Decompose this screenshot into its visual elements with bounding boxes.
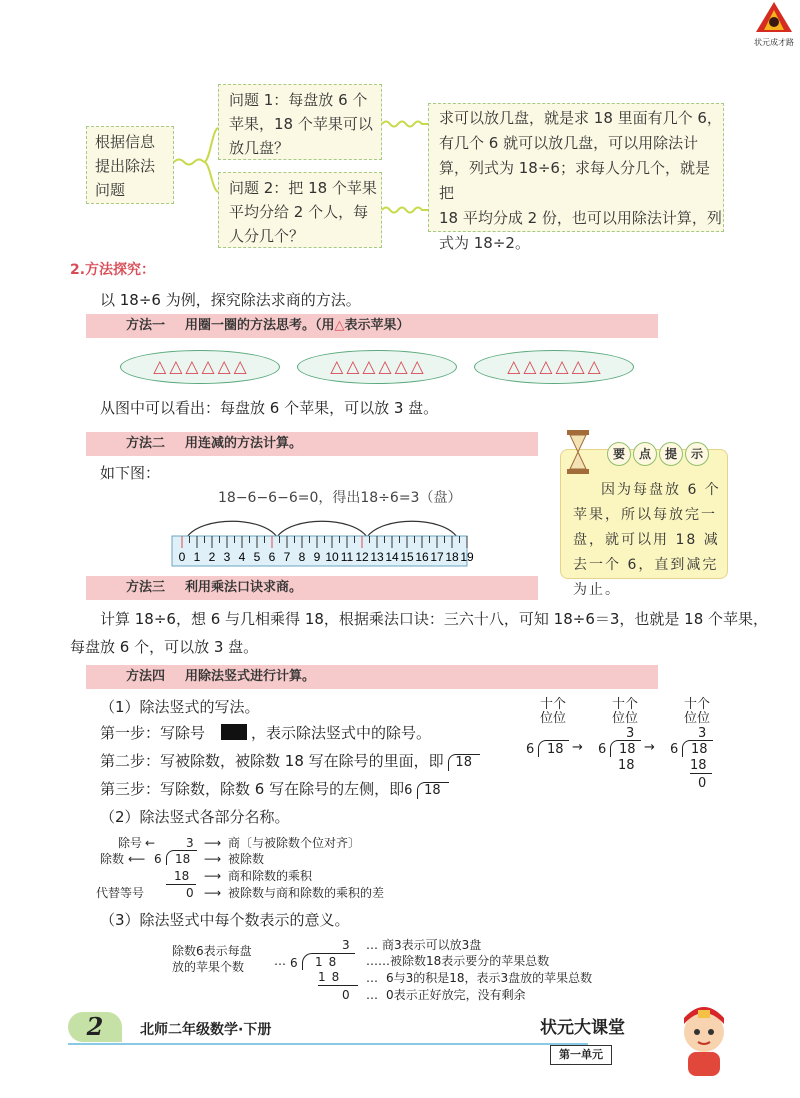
method-3-label: 方法三 bbox=[126, 580, 166, 595]
ruler-label: 6 bbox=[268, 550, 276, 564]
parts-divisor: 6 bbox=[154, 852, 162, 866]
connector-right bbox=[382, 112, 428, 222]
ruler-label: 19 bbox=[460, 550, 474, 564]
method-4-p2: （2）除法竖式各部分名称。 bbox=[100, 808, 290, 826]
step-3-bracket bbox=[417, 782, 449, 799]
jump-arc-1 bbox=[187, 521, 277, 537]
div-form-1-bracket bbox=[538, 740, 569, 757]
parts-dividend: 18 bbox=[175, 852, 191, 866]
apple-triangle-icon: △ bbox=[394, 357, 408, 377]
book-title: 北师二年级数学·下册 bbox=[140, 1022, 272, 1038]
method-1-bar bbox=[86, 314, 658, 338]
apple-triangle-icon: △ bbox=[378, 357, 392, 377]
flow-left-line-1: 根据信息 bbox=[95, 133, 156, 151]
ruler-label: 15 bbox=[400, 550, 414, 564]
unit-label: 第一单元 bbox=[559, 1048, 603, 1061]
ruler-labels bbox=[179, 550, 474, 564]
meaning-dots-left: … bbox=[274, 954, 286, 968]
apple-triangle-icon: △ bbox=[334, 318, 345, 333]
meaning-dividend: 18 bbox=[315, 955, 343, 969]
ruler-label: 8 bbox=[298, 550, 306, 564]
ruler-label: 0 bbox=[178, 550, 186, 564]
answer-line-3: 算，列式为 18÷6；求每人分几个，就是把 bbox=[439, 159, 710, 202]
method-1-text-before: 用圈一圈的方法思考。（用 bbox=[185, 318, 335, 333]
method-2-bar bbox=[86, 432, 538, 456]
apple-triangle-icon: △ bbox=[555, 357, 569, 377]
place-label-1-top: 十个 bbox=[540, 697, 567, 712]
meaning-r1: 商3表示可以放3盘 bbox=[382, 938, 482, 952]
arrow-right-2-icon: ⟶ bbox=[204, 852, 222, 866]
flow-left-line-3: 问题 bbox=[95, 181, 126, 199]
parts-product: 18 bbox=[174, 869, 190, 883]
div-form-3-product: 18 bbox=[690, 758, 712, 774]
meaning-dots-3: … bbox=[366, 971, 378, 985]
step-3-divisor: 6 bbox=[404, 783, 413, 798]
page-number: 2 bbox=[86, 1012, 104, 1041]
page-number-badge bbox=[68, 1012, 122, 1042]
place-label-2-bottom: 位位 bbox=[612, 711, 639, 726]
apple-triangle-icon: △ bbox=[217, 357, 231, 377]
method-2-label: 方法二 bbox=[126, 436, 166, 451]
ruler-label: 2 bbox=[208, 550, 216, 564]
apple-triangle-icon: △ bbox=[169, 357, 183, 377]
ruler-label: 17 bbox=[430, 550, 444, 564]
apple-triangle-icon: △ bbox=[185, 357, 199, 377]
flow-left-box bbox=[86, 126, 174, 204]
step-3-dividend: 18 bbox=[424, 783, 441, 798]
plate-3 bbox=[474, 350, 634, 384]
apple-triangle-icon: △ bbox=[587, 357, 601, 377]
meaning-diagram bbox=[172, 936, 652, 1006]
apples-row-2 bbox=[298, 359, 456, 376]
apple-triangle-icon: △ bbox=[410, 357, 424, 377]
unit-badge bbox=[550, 1045, 612, 1065]
place-label-2 bbox=[612, 698, 638, 726]
method-3-line-2: 每盘放 6 个，可以放 3 盘。 bbox=[70, 638, 259, 656]
method-3-bar bbox=[86, 576, 538, 600]
place-label-3-bottom: 位位 bbox=[684, 711, 711, 726]
label-chushu: 除数 bbox=[100, 852, 125, 866]
ruler-label: 5 bbox=[253, 550, 261, 564]
answer-line-1: 求可以放几盘，就是求 18 里面有几个 6， bbox=[439, 109, 722, 127]
div-form-3-quotient: 3 bbox=[698, 726, 707, 741]
arrow-2-icon: → bbox=[644, 740, 655, 755]
method-3-line-1: 计算 18÷6，想 6 与几相乘得 18，根据乘法口诀：三六十八，可知 18÷6＝3，也就是 18 个苹果， bbox=[100, 610, 769, 628]
answer-line-4: 18 平均分成 2 份，也可以用除法计算，列 bbox=[439, 209, 722, 227]
method-4-label: 方法四 bbox=[126, 669, 166, 684]
apple-triangle-icon: △ bbox=[362, 357, 376, 377]
div-form-2-quotient: 3 bbox=[626, 726, 635, 741]
ruler-label: 12 bbox=[355, 550, 369, 564]
ruler-label: 10 bbox=[325, 550, 339, 564]
question-1-box bbox=[218, 84, 382, 160]
div-form-3-divisor: 6 bbox=[670, 742, 679, 757]
plate-1 bbox=[120, 350, 280, 384]
arrow-right-icon: ⟶ bbox=[204, 836, 222, 850]
label-beichushu: 被除数 bbox=[228, 852, 265, 866]
method-1-text-after: 表示苹果） bbox=[344, 318, 410, 333]
method-3-text: 利用乘法口诀求商。 bbox=[185, 580, 303, 595]
apple-triangle-icon: △ bbox=[539, 357, 553, 377]
tip-title-1: 要 bbox=[607, 442, 631, 466]
question-2-line-1: 问题 2：把 18 个苹果 bbox=[229, 179, 377, 197]
connector-left bbox=[174, 120, 218, 200]
step-1 bbox=[100, 723, 431, 743]
arrow-left-icon: ← bbox=[145, 836, 156, 850]
jump-arc-2 bbox=[277, 521, 367, 537]
division-bracket-symbol bbox=[221, 724, 247, 740]
div-form-3-dividend: 18 bbox=[691, 742, 708, 757]
step-1-b: ，表示除法竖式中的除号。 bbox=[251, 724, 432, 742]
method-4-p3: （3）除法竖式中每个数表示的意义。 bbox=[100, 911, 350, 929]
parts-bracket bbox=[166, 850, 197, 865]
mascot-icon bbox=[672, 1002, 736, 1078]
method-2-text: 用连减的方法计算。 bbox=[185, 436, 303, 451]
ruler-label: 11 bbox=[340, 550, 354, 564]
arrow-right-4-icon: ⟶ bbox=[204, 886, 222, 900]
div-form-2-dividend: 18 bbox=[619, 742, 636, 757]
meaning-remainder: 0 bbox=[342, 988, 350, 1002]
step-3-text: 第三步：写除数，除数 6 写在除号的左侧，即 bbox=[100, 780, 405, 798]
hourglass-icon bbox=[565, 430, 591, 474]
meaning-bracket bbox=[302, 953, 355, 970]
question-2-line-3: 人分几个？ bbox=[229, 227, 305, 245]
meaning-r3: 6与3的积是18，表示3盘放的苹果总数 bbox=[386, 971, 593, 985]
place-label-3 bbox=[684, 698, 710, 726]
ruler-label: 16 bbox=[415, 550, 429, 564]
tip-box bbox=[560, 447, 728, 598]
question-1-line-2: 苹果，18 个苹果可以 bbox=[229, 115, 373, 133]
div-form-2-product: 18 bbox=[618, 758, 635, 773]
question-1-line-1: 问题 1：每盘放 6 个 bbox=[229, 91, 368, 109]
apple-triangle-icon: △ bbox=[233, 357, 247, 377]
apple-triangle-icon: △ bbox=[346, 357, 360, 377]
div-form-3-remainder: 0 bbox=[698, 776, 707, 791]
brand-title: 状元大课堂 bbox=[540, 1018, 625, 1038]
tip-text: 因为每盘放 6 个苹果，所以每放完一盘，就可以用 18 减去一个 6，直到减完为止。 bbox=[573, 482, 721, 598]
logo bbox=[752, 0, 796, 46]
meaning-dots-4: … bbox=[366, 988, 378, 1002]
place-label-1-bottom: 位位 bbox=[540, 711, 567, 726]
apples-row-3 bbox=[475, 359, 633, 376]
meaning-product: 18 bbox=[318, 970, 358, 986]
apple-triangle-icon: △ bbox=[201, 357, 215, 377]
parts-remainder: 0 bbox=[186, 886, 194, 900]
parts-diagram bbox=[96, 832, 480, 902]
label-daiti: 代替等号 bbox=[96, 886, 145, 900]
div-form-1-dividend: 18 bbox=[547, 742, 564, 757]
division-progression bbox=[520, 698, 720, 798]
ruler-label: 3 bbox=[223, 550, 231, 564]
step-2 bbox=[100, 751, 480, 771]
section-heading: 2.方法探究： bbox=[70, 262, 156, 278]
answer-box bbox=[428, 103, 724, 252]
step-2-text: 第二步：写被除数，被除数 18 写在除号的里面，即 bbox=[100, 752, 444, 770]
ruler-label: 14 bbox=[385, 550, 399, 564]
method-1-conclusion: 从图中可以看出：每盘放 6 个苹果，可以放 3 盘。 bbox=[100, 399, 439, 417]
meaning-dots-2: …… bbox=[366, 954, 390, 968]
apple-triangle-icon: △ bbox=[330, 357, 344, 377]
ruler-label: 18 bbox=[445, 550, 459, 564]
label-shang: 商〔与被除数个位对齐〕 bbox=[228, 836, 361, 850]
logo-icon bbox=[752, 0, 796, 34]
apple-triangle-icon: △ bbox=[523, 357, 537, 377]
label-cha: 被除数与商和除数的乘积的差 bbox=[228, 886, 385, 900]
plate-2 bbox=[297, 350, 457, 384]
method-2-equation: 18−6−6−6=0，得出18÷6=3（盘） bbox=[218, 490, 462, 506]
place-label-3-top: 十个 bbox=[684, 697, 711, 712]
arrow-left-2-icon: ⟵ bbox=[128, 852, 146, 866]
div-form-1-divisor: 6 bbox=[526, 742, 535, 757]
logo-text: 状元成才路 bbox=[754, 38, 794, 47]
apple-triangle-icon: △ bbox=[507, 357, 521, 377]
div-form-2-bracket bbox=[610, 740, 641, 757]
method-4-text: 用除法竖式进行计算。 bbox=[185, 669, 316, 684]
jump-arc-3 bbox=[367, 521, 457, 537]
footer-line bbox=[68, 1043, 588, 1045]
div-form-3-bracket bbox=[682, 740, 713, 757]
apple-triangle-icon: △ bbox=[153, 357, 167, 377]
answer-line-5: 式为 18÷2。 bbox=[439, 234, 530, 252]
method-1-label: 方法一 bbox=[126, 318, 166, 333]
meaning-left-2: 放的苹果个数 bbox=[172, 960, 245, 974]
step-1-a: 第一步：写除号 bbox=[100, 724, 206, 742]
place-label-2-top: 十个 bbox=[612, 697, 639, 712]
ruler-label: 9 bbox=[313, 550, 321, 564]
meaning-dots-1: … bbox=[366, 938, 378, 952]
div-form-2-divisor: 6 bbox=[598, 742, 607, 757]
ruler-label: 7 bbox=[283, 550, 291, 564]
question-1-line-3: 放几盘？ bbox=[229, 139, 290, 157]
method-2-see: 如下图： bbox=[100, 464, 161, 482]
question-2-line-2: 平均分给 2 个人，每 bbox=[229, 203, 369, 221]
question-2-box bbox=[218, 172, 382, 248]
meaning-quotient: 3 bbox=[342, 938, 350, 952]
tip-title-3: 提 bbox=[659, 442, 683, 466]
tip-title-4: 示 bbox=[685, 442, 709, 466]
label-chuhao: 除号 bbox=[118, 836, 143, 850]
parts-line bbox=[166, 884, 196, 885]
number-line bbox=[172, 506, 472, 566]
ruler-label: 13 bbox=[370, 550, 384, 564]
flow-left-line-2: 提出除法 bbox=[95, 157, 156, 175]
place-label-1 bbox=[540, 698, 566, 726]
meaning-divisor: 6 bbox=[290, 956, 298, 970]
ruler-label: 1 bbox=[193, 550, 201, 564]
arrow-1-icon: → bbox=[572, 740, 583, 755]
answer-line-2: 有几个 6 就可以放几盘，可以用除法计 bbox=[439, 134, 699, 152]
label-ji: 商和除数的乘积 bbox=[228, 869, 313, 883]
step-2-bracket bbox=[448, 754, 480, 771]
method-4-bar bbox=[86, 665, 658, 689]
meaning-left-1: 除数6表示每盘 bbox=[172, 944, 252, 958]
meaning-r2: 被除数18表示要分的苹果总数 bbox=[390, 954, 550, 968]
arrow-right-3-icon: ⟶ bbox=[204, 869, 222, 883]
method-4-p1: （1）除法竖式的写法。 bbox=[100, 698, 260, 716]
tip-title-2: 点 bbox=[633, 442, 657, 466]
step-3 bbox=[100, 779, 449, 801]
ruler-label: 4 bbox=[238, 550, 246, 564]
apples-row-1 bbox=[121, 359, 279, 376]
section-intro: 以 18÷6 为例，探究除法求商的方法。 bbox=[100, 291, 361, 309]
parts-quotient: 3 bbox=[186, 836, 194, 850]
step-2-dividend: 18 bbox=[455, 755, 472, 770]
apple-triangle-icon: △ bbox=[571, 357, 585, 377]
meaning-r4: 0表示正好放完，没有剩余 bbox=[386, 988, 526, 1002]
